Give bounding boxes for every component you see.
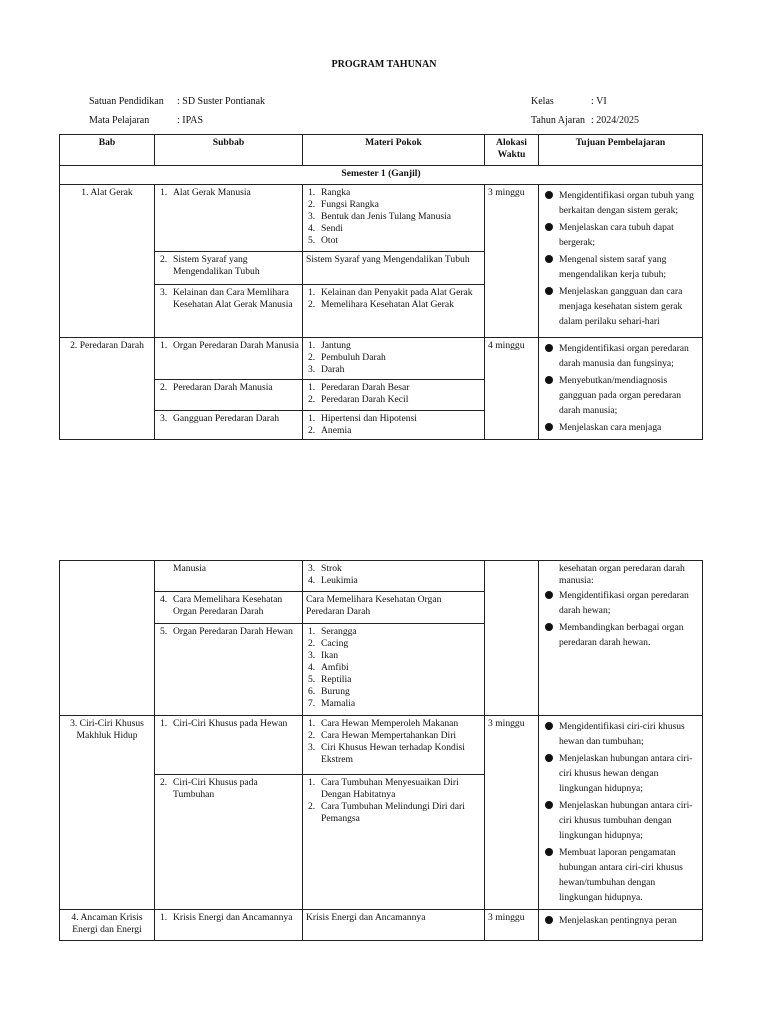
header-alokasi: [485, 135, 539, 166]
tujuan-cell: [539, 338, 703, 440]
list-item: 3. Darah: [308, 364, 345, 375]
subbab-text: Sistem Syaraf yang Mengendalikan Tubuh: [173, 254, 260, 277]
materi-text: Cara Hewan Memperoleh Makanan: [321, 718, 459, 729]
materi-cell: [303, 775, 485, 910]
subbab-text: Krisis Energi dan Ancamannya: [173, 912, 293, 923]
list-item: [542, 845, 699, 905]
meta-mapel: [89, 115, 203, 126]
bullet-icon: [545, 801, 553, 809]
materi-text: Ciri Khusus Hewan terhadap Kondisi Ekstrem: [321, 742, 465, 765]
tujuan-text: Membandingkan berbagai organ peredaran darah hewan.: [559, 622, 684, 648]
bab-ancaman-krisis-energi: 4. Ancaman Krisis Energi dan Energi: [60, 910, 155, 941]
tujuan-text: Mengidentifikasi organ tubuh yang berkaitan dengan sistem gerak;: [559, 190, 694, 216]
bab-alat-gerak: 1. Alat Gerak: [60, 185, 155, 338]
materi-text: Strok: [321, 563, 342, 574]
bab-ciri-ciri-khusus: 3. Ciri-Ciri Khusus Makhluk Hidup: [60, 716, 155, 910]
list-item: 1. Rangka: [308, 187, 351, 198]
subbab-text: Cara Memelihara Kesehatan Organ Peredaran Darah: [173, 594, 283, 617]
materi-text: Otot: [321, 235, 339, 246]
tujuan-cell: [539, 561, 703, 716]
materi-text: Memelihara Kesehatan Alat Gerak: [321, 299, 454, 310]
bullet-icon: [545, 191, 553, 199]
subbab-cell: [155, 910, 303, 941]
list-number: 3.: [160, 287, 168, 298]
list-item: 1. Jantung: [308, 340, 351, 351]
tujuan-cell: [539, 185, 703, 338]
materi-text: Anemia: [321, 424, 352, 436]
materi-text: Bentuk dan Jenis Tulang Manusia: [321, 211, 452, 222]
materi-text: Hipertensi dan Hipotensi: [321, 412, 417, 424]
materi-cell: [303, 185, 485, 252]
waktu-cell: 3 minggu: [485, 716, 539, 910]
subbab-text: Kelainan dan Cara Memlihara Kesehatan Alat Gerak Manusia: [173, 287, 293, 310]
list-item: [542, 252, 699, 282]
kelas-label: Kelas: [531, 96, 554, 107]
list-item: [542, 420, 699, 435]
semester-row: Semester 1 (Ganjil): [60, 166, 703, 185]
subbab-text: Alat Gerak Manusia: [173, 187, 251, 198]
subbab-cell: [155, 380, 303, 410]
list-item: [158, 382, 299, 394]
waktu-cell: 3 minggu: [485, 185, 539, 338]
list-item: [542, 220, 699, 250]
header-subbab: Subbab: [155, 135, 303, 166]
list-item: 7. Mamalia: [308, 698, 356, 709]
list-item: 6. Burung: [308, 686, 350, 697]
materi-text: Peredaran Darah Besar: [321, 382, 410, 394]
page-title: PROGRAM TAHUNAN: [331, 59, 437, 70]
materi-cell: [303, 624, 485, 716]
subbab-text: Ciri-Ciri Khusus pada Tumbuhan: [173, 777, 258, 801]
waktu-cell: 3 minggu: [485, 910, 539, 941]
tujuan-text: Mengidentifikasi ciri-ciri khusus hewan dan tumbuhan;: [559, 721, 685, 747]
list-item: [542, 620, 699, 650]
materi-cell: [303, 380, 485, 410]
tahun-label: Tahun Ajaran: [531, 115, 586, 126]
bullet-icon: [545, 344, 553, 352]
list-item: 1. Cara Tumbuhan Menyesuaikan Diri Dengan Habitatnya: [308, 777, 459, 801]
tujuan-text: Menjelaskan cara tubuh dapat bergerak;: [559, 222, 674, 248]
materi-cell: [303, 561, 485, 592]
satuan-label: Satuan Pendidikan: [89, 96, 164, 107]
materi-text: Darah: [321, 364, 345, 375]
list-item: 1. Kelainan dan Penyakit pada Alat Gerak: [308, 287, 473, 298]
materi-text: Burung: [321, 686, 350, 697]
list-item: 3. Bentuk dan Jenis Tulang Manusia: [308, 211, 452, 222]
mapel-value: : IPAS: [177, 115, 204, 126]
materi-text: Fungsi Rangka: [321, 199, 379, 210]
list-item: 2. Peredaran Darah Kecil: [308, 394, 409, 406]
materi-text: Cacing: [321, 638, 349, 649]
subbab-cell: [155, 252, 303, 285]
subbab-cell: [155, 561, 303, 592]
subbab-cell: [155, 624, 303, 716]
list-number: 4.: [308, 575, 316, 586]
materi-text: Kelainan dan Penyakit pada Alat Gerak: [321, 287, 473, 298]
list-item: [158, 413, 299, 425]
materi-text: Reptilia: [321, 674, 352, 685]
list-item: [158, 287, 299, 311]
materi-text: Rangka: [321, 187, 351, 198]
materi-cell: [303, 410, 485, 439]
tujuan-cell: [539, 716, 703, 910]
list-item: [542, 188, 699, 218]
materi-text: Jantung: [321, 340, 351, 351]
list-number: 2.: [160, 382, 168, 394]
list-item: [306, 563, 481, 575]
materi-cell: [303, 285, 485, 338]
subbab-cell: [155, 592, 303, 624]
list-item: 2. Memelihara Kesehatan Alat Gerak: [308, 299, 454, 310]
list-item: [542, 588, 699, 618]
subbab-cell: [155, 716, 303, 775]
tujuan-text: Mengenal sistem saraf yang mengendalikan kerja tubuh;: [559, 254, 667, 280]
list-item: 1. Hipertensi dan Hipotensi: [308, 412, 417, 424]
program-table-page2: [59, 560, 703, 941]
list-item: 1. Serangga: [308, 626, 357, 637]
list-item: 1. Cara Hewan Memperoleh Makanan: [308, 718, 459, 729]
list-item: 2. Cara Tumbuhan Melindungi Diri dari Pemangsa: [308, 801, 465, 825]
materi-cell: [303, 338, 485, 380]
bullet-icon: [545, 591, 553, 599]
subbab-cell: [155, 775, 303, 910]
list-item: [542, 341, 699, 371]
list-item: 2. Pembuluh Darah: [308, 352, 386, 363]
subbab-text: Ciri-Ciri Khusus pada Hewan: [173, 718, 288, 729]
header-bab: Bab: [60, 135, 155, 166]
meta-kelas: [531, 96, 607, 107]
list-item: [542, 373, 699, 418]
waktu-cell: [485, 561, 539, 716]
kelas-value: : VI: [591, 96, 607, 107]
header-alokasi-2: Waktu: [497, 149, 526, 160]
list-number: 1.: [160, 340, 168, 351]
subbab-text: Peredaran Darah Manusia: [173, 382, 273, 394]
list-item: [542, 798, 699, 843]
materi-cell: [303, 716, 485, 775]
list-item: [542, 284, 699, 329]
subbab-cell: [155, 338, 303, 380]
tujuan-text: Menjelaskan hubungan antara ciri-ciri khusus hewan dengan lingkungan hidupnya;: [559, 753, 693, 794]
list-item: [158, 777, 299, 801]
list-number: 2.: [160, 777, 168, 789]
bullet-icon: [545, 623, 553, 631]
list-item: [158, 254, 299, 278]
tujuan-text: Menjelaskan pentingnya peran: [559, 915, 677, 926]
list-item: 5. Otot: [308, 235, 339, 246]
subbab-text: Organ Peredaran Darah Hewan: [173, 626, 293, 637]
meta-tahun: [531, 115, 639, 126]
list-item: 2. Cacing: [308, 638, 349, 649]
list-item: [542, 751, 699, 796]
materi-text: Amfibi: [321, 662, 349, 673]
tujuan-text: Menjelaskan cara menjaga: [559, 422, 662, 433]
bullet-icon: [545, 848, 553, 856]
subbab-text: Organ Peredaran Darah Manusia: [173, 340, 299, 351]
header-tujuan: Tujuan Pembelajaran: [539, 135, 703, 166]
program-table-page1: [59, 134, 703, 440]
list-item: [158, 340, 299, 352]
list-item: [158, 626, 299, 638]
meta-satuan: [89, 96, 265, 107]
list-item: 4. Amfibi: [308, 662, 349, 673]
bullet-icon: [545, 754, 553, 762]
subbab-text: Gangguan Peredaran Darah: [173, 412, 280, 424]
list-number: 3.: [308, 563, 316, 574]
materi-text: Sendi: [321, 223, 343, 234]
list-item: 2. Anemia: [308, 424, 352, 436]
bullet-icon: [545, 916, 553, 924]
bab-peredaran-darah: 2. Peredaran Darah: [60, 338, 155, 440]
list-number: 4.: [160, 594, 168, 605]
materi-text: Serangga: [321, 626, 357, 637]
header-materi: Materi Pokok: [303, 135, 485, 166]
materi-text: Cara Hewan Mempertahankan Diri: [321, 730, 457, 741]
list-item: [542, 913, 699, 928]
list-number: 1.: [160, 912, 168, 923]
list-item: 5. Reptilia: [308, 674, 352, 685]
tahun-value: : 2024/2025: [591, 115, 640, 126]
tujuan-text: Menyebutkan/mendiagnosis gangguan pada organ peredaran darah manusia;: [559, 375, 682, 416]
list-item: 2. Cara Hewan Mempertahankan Diri: [308, 730, 457, 741]
list-item: 3. Ciri Khusus Hewan terhadap Kondisi Ekstrem: [308, 742, 465, 765]
materi-text: Cara Tumbuhan Melindungi Diri dari Pemangsa: [321, 801, 465, 825]
materi-text: Ikan: [321, 650, 339, 661]
waktu-cell: 4 minggu: [485, 338, 539, 440]
bullet-icon: [545, 376, 553, 384]
tujuan-text: kesehatan organ peredaran darah manusia:: [559, 563, 685, 586]
list-number: 1.: [160, 718, 168, 729]
bullet-icon: [545, 223, 553, 231]
list-item: [158, 718, 299, 730]
materi-cell: Sistem Syaraf yang Mengendalikan Tubuh: [303, 252, 485, 285]
materi-text: Leukimia: [321, 575, 358, 586]
materi-cell: Krisis Energi dan Ancamannya: [303, 910, 485, 941]
list-item: [542, 719, 699, 749]
materi-text: Mamalia: [321, 698, 356, 709]
list-item: [158, 594, 299, 618]
tujuan-cell: [539, 910, 703, 941]
bullet-icon: [545, 423, 553, 431]
bab-continued: [60, 561, 155, 716]
bullet-icon: [545, 255, 553, 263]
list-number: 5.: [160, 626, 168, 637]
tujuan-text: Membuat laporan pengamatan hubungan antara ciri-ciri khusus hewan/tumbuhan dengan lingkungan hidupnya.: [559, 847, 683, 903]
tujuan-text: Mengidentifikasi organ peredaran darah hewan;: [559, 590, 689, 616]
materi-text: Pembuluh Darah: [321, 352, 386, 363]
list-item: 3. Ikan: [308, 650, 339, 661]
mapel-label: Mata Pelajaran: [89, 115, 150, 126]
list-item: [158, 912, 299, 924]
materi-text: Peredaran Darah Kecil: [321, 394, 409, 406]
list-item: [158, 187, 299, 199]
subbab-cell: [155, 185, 303, 252]
list-number: 1.: [160, 187, 168, 198]
list-number: 3.: [160, 412, 168, 424]
bullet-icon: [545, 722, 553, 730]
list-number: 2.: [160, 254, 168, 265]
list-item: [306, 575, 481, 587]
tujuan-text: Mengidentifikasi organ peredaran darah manusia dan fungsinya;: [559, 343, 689, 369]
materi-cell: Cara Memelihara Kesehatan Organ Peredaran Darah: [303, 592, 485, 624]
subbab-cell: [155, 410, 303, 439]
bullet-icon: [545, 287, 553, 295]
satuan-value: : SD Suster Pontianak: [177, 96, 266, 107]
subbab-cell: [155, 285, 303, 338]
subbab-text: Manusia: [173, 563, 207, 574]
tujuan-text: Menjelaskan hubungan antara ciri-ciri khusus tumbuhan dengan lingkungan hidupnya;: [559, 800, 693, 841]
tujuan-text: Menjelaskan gangguan dan cara menjaga kesehatan sistem gerak dalam perilaku sehari-hari: [559, 286, 683, 327]
header-alokasi-1: Alokasi: [496, 137, 527, 148]
list-item: 1. Peredaran Darah Besar: [308, 382, 410, 394]
materi-text: Cara Tumbuhan Menyesuaikan Diri Dengan Habitatnya: [321, 777, 459, 801]
list-item: 2. Fungsi Rangka: [308, 199, 379, 210]
list-item: 4. Sendi: [308, 223, 343, 234]
